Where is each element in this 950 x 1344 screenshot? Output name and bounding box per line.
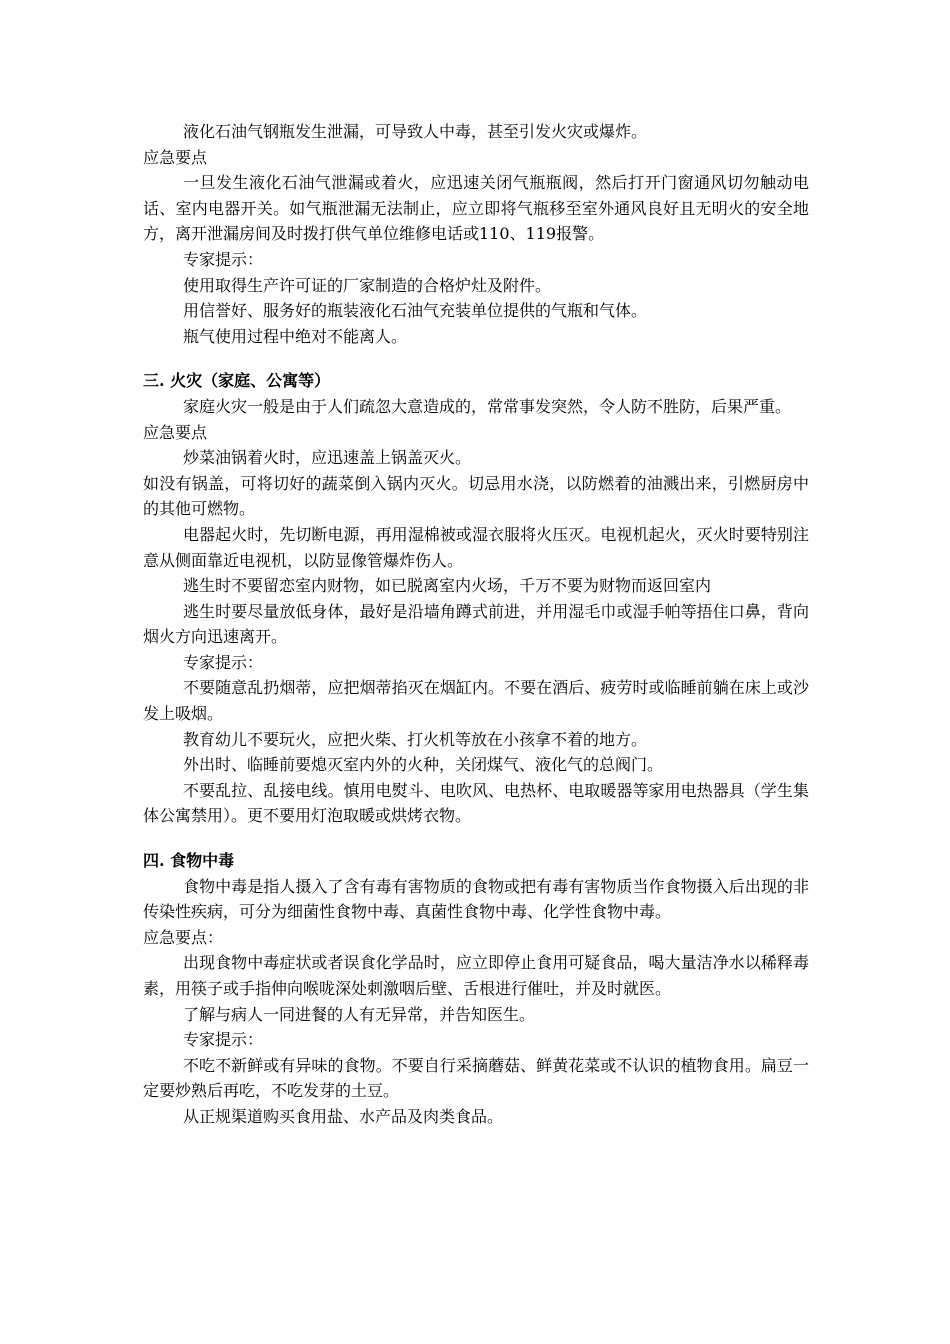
section-spacer xyxy=(143,349,809,368)
lpg-tip: 瓶气使用过程中绝对不能离人。 xyxy=(183,326,408,346)
fire-tip: 外出时、临睡前要熄灭室内外的火种，关闭煤气、液化气的总阀门。 xyxy=(183,755,664,775)
fire-point: 逃生时不要留恋室内财物，如已脱离室内火场，千万不要为财物而返回室内 xyxy=(183,576,712,596)
food-tip: 不吃不新鲜或有异味的食物。不要自行采摘蘑菇、鲜黄花菜或不认识的植物食用。扁豆一定要炒熟后再吃，不吃发芽的土豆。 xyxy=(143,1055,809,1101)
fire-expert-label: 专家提示： xyxy=(183,652,264,672)
fire-point: 电器起火时，先切断电源，再用湿棉被或湿衣服将火压灭。电视机起火，灭火时要特别注意从侧面靠近电视机，以防显像管爆炸伤人。 xyxy=(143,524,809,570)
lpg-tip: 使用取得生产许可证的厂家制造的合格炉灶及附件。 xyxy=(183,275,552,295)
fire-point: 如没有锅盖，可将切好的蔬菜倒入锅内灭火。切忌用水浇，以防燃着的油溅出来，引燃厨房中的其他可燃物。 xyxy=(143,473,809,519)
food-intro: 食物中毒是指人摄入了含有毒有害物质的食物或把有毒有害物质当作食物摄入后出现的非传染性疾病，可分为细菌性食物中毒、真菌性食物中毒、化学性食物中毒。 xyxy=(143,876,809,922)
fire-tip: 不要乱拉、乱接电线。慎用电熨斗、电吹风、电热杯、电取暖器等家用电热器具（学生集体公寓禁用）。更不要用灯泡取暖或烘烤衣物。 xyxy=(143,780,809,826)
lpg-emergency-label: 应急要点 xyxy=(143,147,208,167)
lpg-expert-label: 专家提示： xyxy=(183,249,264,269)
fire-tip: 教育幼儿不要玩火，应把火柴、打火机等放在小孩拿不着的地方。 xyxy=(183,729,648,749)
document-page xyxy=(143,119,809,1130)
food-heading: 四. 食物中毒 xyxy=(143,851,235,871)
fire-point: 逃生时要尽量放低身体，最好是沿墙角蹲式前进，并用湿毛巾或湿手帕等捂住口鼻，背向烟火方向迅速离开。 xyxy=(143,601,809,647)
fire-emergency-label: 应急要点 xyxy=(143,422,208,442)
lpg-tip: 用信誉好、服务好的瓶装液化石油气充装单位提供的气瓶和气体。 xyxy=(183,301,648,321)
food-point: 了解与病人一同进餐的人有无异常，并告知医生。 xyxy=(183,1004,536,1024)
lpg-emergency-text: 一旦发生液化石油气泄漏或着火，应迅速关闭气瓶瓶阀，然后打开门窗通风切勿触动电话、室内电器开关。如气瓶泄漏无法制止，应立即将气瓶移至室外通风良好且无明火的安全地方，离开泄漏房间及时拨打供气单位维修电话或110、119报警。 xyxy=(143,173,809,244)
food-tip: 从正规渠道购买食用盐、水产品及肉类食品。 xyxy=(183,1106,504,1126)
food-expert-label: 专家提示： xyxy=(183,1030,264,1050)
lpg-intro: 液化石油气钢瓶发生泄漏，可导致人中毒，甚至引发火灾或爆炸。 xyxy=(183,122,648,141)
section-spacer xyxy=(143,829,809,848)
food-emergency-label: 应急要点： xyxy=(143,927,224,947)
fire-point: 炒菜油锅着火时，应迅速盖上锅盖灭火。 xyxy=(183,448,472,468)
fire-intro: 家庭火灾一般是由于人们疏忽大意造成的，常常事发突然，令人防不胜防，后果严重。 xyxy=(183,396,792,416)
food-point: 出现食物中毒症状或者误食化学品时，应立即停止食用可疑食品，喝大量洁净水以稀释毒素，用筷子或手指伸向喉咙深处刺激咽后壁、舌根进行催吐，并及时就医。 xyxy=(143,953,809,998)
fire-heading: 三. 火灾（家庭、公寓等） xyxy=(143,371,331,391)
fire-tip: 不要随意乱扔烟蒂，应把烟蒂掐灭在烟缸内。不要在酒后、疲劳时或临睡前躺在床上或沙发上吸烟。 xyxy=(143,678,809,724)
